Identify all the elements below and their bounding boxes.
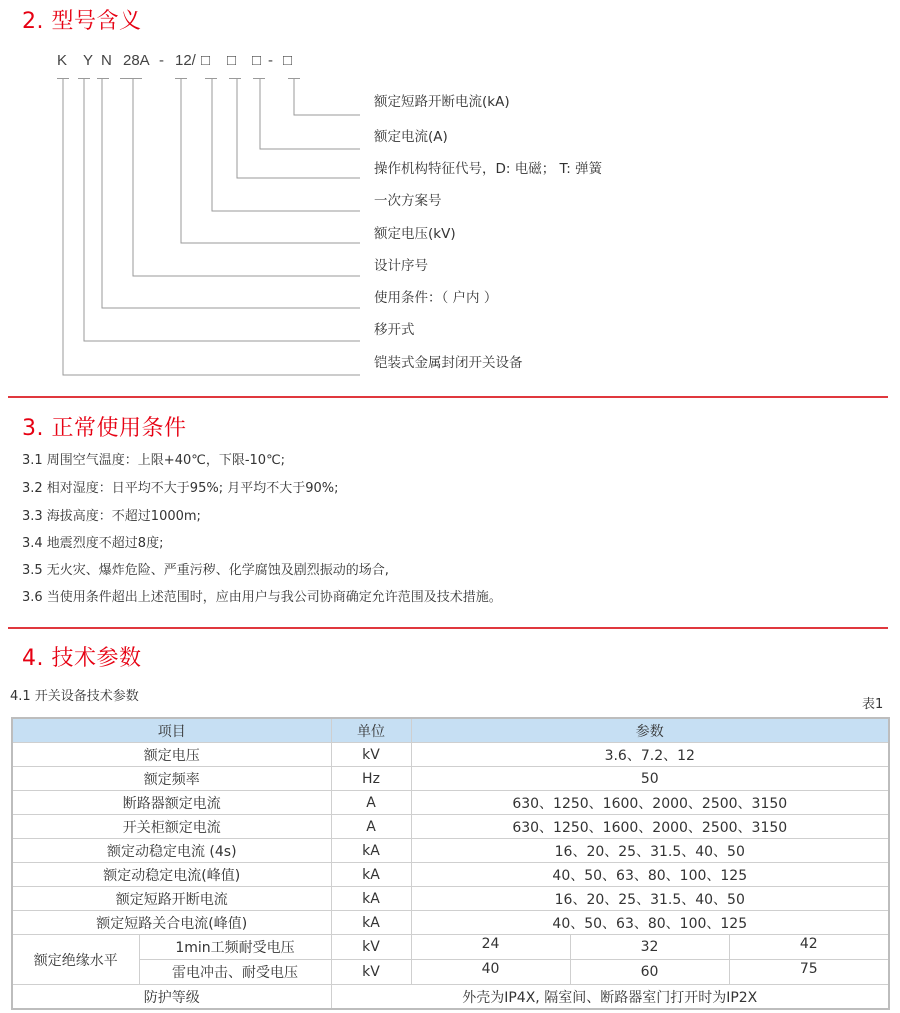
cell-item: 额定动稳定电流(峰值) [12, 863, 331, 887]
tree-label-mechanism: 操作机构特征代号，D: 电磁； T: 弹簧 [374, 161, 603, 177]
cell-value: 40、50、63、80、100、125 [411, 911, 889, 935]
cell-item: 额定动稳定电流 (4s) [12, 839, 331, 863]
cell-unit: A [331, 815, 411, 839]
cell-unit: kV [331, 935, 411, 960]
cell-item: 额定电压 [12, 743, 331, 767]
table-row [12, 911, 889, 935]
table-row [12, 863, 889, 887]
cell-item: 雷电冲击、耐受电压 [139, 960, 331, 985]
tree-label-scheme: 一次方案号 [374, 193, 442, 209]
cell-unit: kV [331, 743, 411, 767]
tree-label-breaking-current: 额定短路开断电流(kA) [374, 94, 510, 110]
model-tree-diagram [0, 0, 900, 400]
cell-unit: kA [331, 911, 411, 935]
tree-label-metal-clad: 铠装式金属封闭开关设备 [374, 355, 523, 371]
cell-value: 外壳为IP4X, 隔室间、断路器室门打开时为IP2X [331, 985, 889, 1010]
code-part-scheme: □ [201, 52, 211, 69]
code-part-y: Y [83, 52, 94, 69]
cell-group-insulation: 额定绝缘水平 [12, 935, 139, 985]
cell-value: 630、1250、1600、2000、2500、3150 [411, 791, 889, 815]
cell-item: 1min工频耐受电压 [139, 935, 331, 960]
table-subtitle: 4.1 开关设备技术参数 [10, 689, 139, 704]
table-row [12, 743, 889, 767]
table-row [12, 791, 889, 815]
code-part-k: K [57, 52, 68, 69]
code-part-dash: - [159, 52, 164, 69]
cell-value: 630、1250、1600、2000、2500、3150 [411, 815, 889, 839]
section-divider [8, 396, 888, 398]
tech-spec-table [11, 717, 890, 1010]
cell-value: 42 [729, 935, 889, 960]
cell-value: 3.6、7.2、12 [411, 743, 889, 767]
section-divider [8, 627, 888, 629]
cell-item: 额定频率 [12, 767, 331, 791]
code-part-design: 28A [123, 52, 150, 69]
table-number: 表1 [862, 697, 884, 712]
code-part-current: □ [252, 52, 262, 69]
cell-unit: Hz [331, 767, 411, 791]
table-header-row [12, 718, 889, 743]
cell-item: 断路器额定电流 [12, 791, 331, 815]
condition-item: 3.6 当使用条件超出上述范围时，应由用户与我公司协商确定允许范围及技术措施。 [22, 590, 502, 605]
cell-value: 16、20、25、31.5、40、50 [411, 839, 889, 863]
cell-item: 开关柜额定电流 [12, 815, 331, 839]
cell-value: 50 [411, 767, 889, 791]
cell-value: 60 [570, 960, 729, 985]
code-part-breaking: □ [283, 52, 293, 69]
cell-item: 额定短路关合电流(峰值) [12, 911, 331, 935]
cell-unit: A [331, 791, 411, 815]
cell-unit: kA [331, 887, 411, 911]
tree-label-rated-voltage: 额定电压(kV) [374, 226, 456, 242]
cell-value: 16、20、25、31.5、40、50 [411, 887, 889, 911]
condition-item: 3.3 海拔高度：不超过1000m; [22, 509, 201, 524]
cell-item: 防护等级 [12, 985, 331, 1010]
table-row [12, 887, 889, 911]
tree-label-rated-current: 额定电流(A) [374, 129, 448, 145]
cell-value: 40 [411, 960, 570, 985]
table-row-insulation [12, 960, 889, 985]
cell-unit: kA [331, 839, 411, 863]
section-title-tech: 4. 技术参数 [22, 646, 142, 671]
condition-item: 3.4 地震烈度不超过8度; [22, 536, 164, 551]
condition-item: 3.2 相对湿度：日平均不大于95%; 月平均不大于90%; [22, 481, 339, 496]
code-part-n: N [101, 52, 112, 69]
condition-item: 3.1 周围空气温度：上限+40℃，下限-10℃; [22, 453, 286, 468]
header-item: 项目 [12, 718, 331, 743]
cell-value: 24 [411, 935, 570, 960]
code-part-voltage: 12/ [175, 52, 196, 69]
header-unit: 单位 [331, 718, 411, 743]
section-title-conditions: 3. 正常使用条件 [22, 416, 187, 441]
condition-item: 3.5 无火灾、爆炸危险、严重污秽、化学腐蚀及剧烈振动的场合, [22, 563, 389, 578]
cell-unit: kV [331, 960, 411, 985]
table-row [12, 985, 889, 1010]
table-row [12, 767, 889, 791]
cell-unit: kA [331, 863, 411, 887]
table-row [12, 815, 889, 839]
header-value: 参数 [411, 718, 889, 743]
cell-value: 32 [570, 935, 729, 960]
code-part-mechanism: □ [227, 52, 237, 69]
table-row-insulation [12, 935, 889, 960]
cell-item: 额定短路开断电流 [12, 887, 331, 911]
table-row [12, 839, 889, 863]
code-part-dash2: - [268, 52, 273, 69]
section-title-model: 2. 型号含义 [22, 9, 142, 34]
tree-label-usage-condition: 使用条件：（ 户内 ） [374, 290, 498, 306]
tree-label-design-number: 设计序号 [374, 258, 428, 274]
cell-value: 40、50、63、80、100、125 [411, 863, 889, 887]
tree-label-withdrawable: 移开式 [374, 322, 415, 338]
cell-value: 75 [729, 960, 889, 985]
